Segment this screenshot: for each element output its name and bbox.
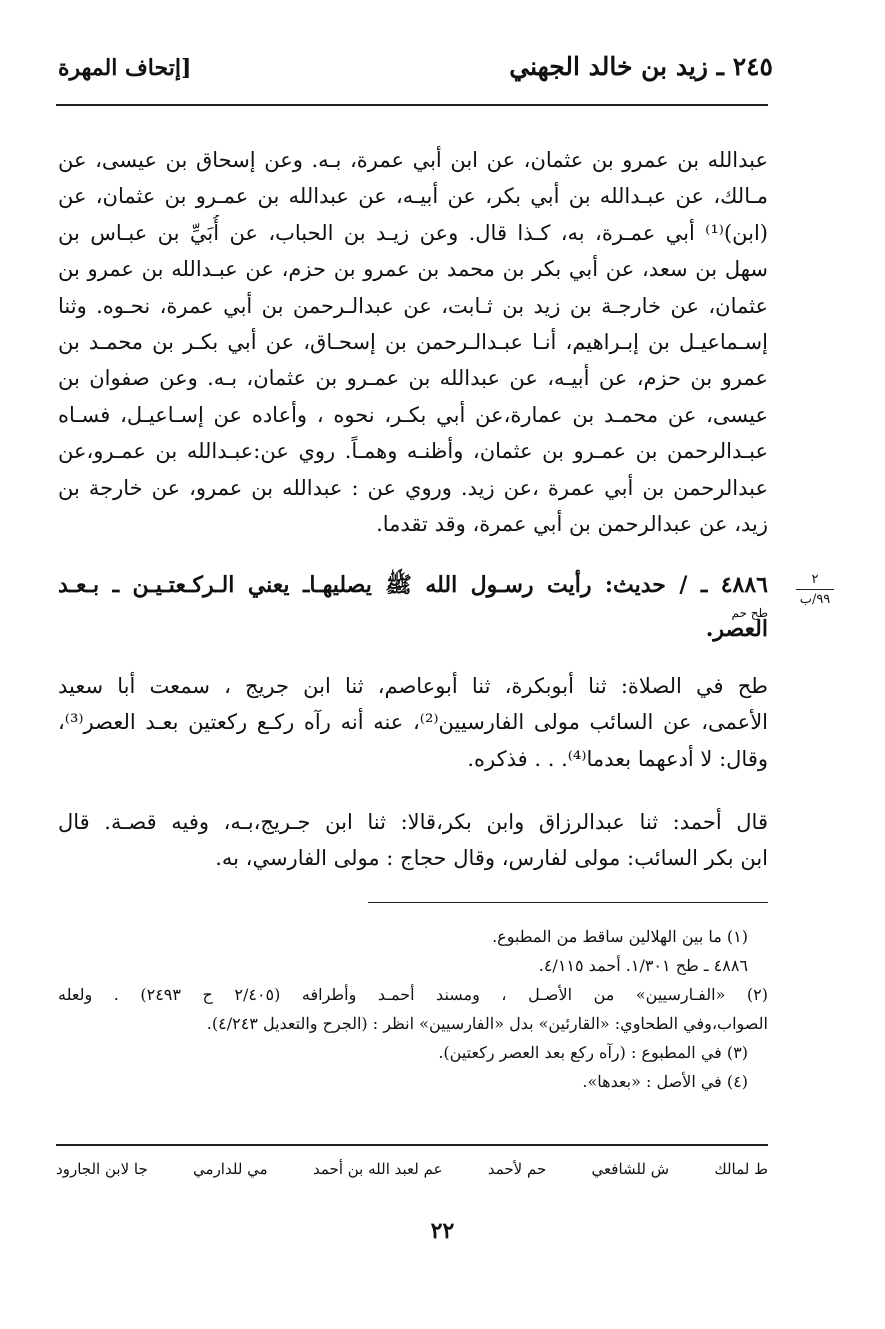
text-line: عيسى، عن محمـد بن عمارة،عن أبي بكـر، نحوه ، وأعاده عن إسـاعيـل، فسـاه	[58, 402, 768, 427]
text-line: (ابن)⁽¹⁾ أبي عمـرة، به، كـذا قال. وعن زيـد بن الحباب، عن أُبَيِّ بن عبـاس بن	[58, 220, 768, 245]
paragraph-isnad	[58, 142, 768, 542]
hadith-heading-line: ٤٨٨٦ ـ / حديث: رأيت رسـول الله ﷺ يصليهـاـ يعني الـركـعتـيـن ـ بـعـد	[58, 572, 768, 598]
footnote: (١) ما بين الهلالين ساقط من المطبوع.	[492, 927, 748, 946]
footnote: (٤) في الأصل : «بعدها».	[582, 1072, 748, 1091]
page-number: ٢٢	[430, 1218, 455, 1244]
book-title: [إتحاف المهرة	[58, 55, 192, 81]
legend-item: مي للدارمي	[193, 1160, 268, 1178]
footnotes	[58, 922, 768, 1096]
text-line: وقال: لا أدعهما بعدما⁽⁴⁾. . . فذكره.	[467, 746, 768, 771]
footnote: (٢) «الفـارسيين» من الأصـل ، ومسند أحمـد وأطرافه (٢/٤٠٥ ح ٢٤٩٣) . ولعله	[58, 985, 768, 1004]
hadith-heading-line: العصر.	[705, 616, 768, 642]
text-line: ابن بكر السائب: مولى لفارس، وقال حجاج : مولى الفارسي، به.	[215, 846, 768, 871]
text-line: طح في الصلاة: ثنا أبوبكرة، ثنا أبوعاصم، ثنا ابن جريج ، سمعت أبا سعيد	[58, 674, 768, 698]
folio-divider	[796, 589, 834, 590]
header-divider	[56, 104, 768, 106]
footnote: الصواب،وفي الطحاوي: «القارئين» بدل «الفارسيين» انظر : (الجرح والتعديل ٤/٢٤٣).	[206, 1014, 768, 1033]
hadith-heading	[58, 567, 768, 647]
text-line: زيد، عن عبدالرحمن بن أبي عمرة، وقد تقدما.	[376, 512, 768, 537]
footnote: ٤٨٨٦ ـ طح ١/٣٠١. أحمد ٤/١١٥.	[538, 956, 748, 975]
entry-title: ٢٤٥ ـ زيد بن خالد الجهني	[509, 52, 773, 81]
footnote-divider	[368, 902, 768, 903]
paragraph-tahawi	[58, 668, 768, 777]
text-line: عبدالرحمن بن أبي عمرة ،عن زيد. وروي عن : عبدالله بن عمرو، عن خارجة بن	[58, 475, 768, 500]
folio-marker: ٢	[811, 572, 819, 587]
text-line: قال أحمد: ثنا عبدالرزاق وابن بكر،قالا: ثنا ابن جـريج،بـه، وفيه قصـة. قال	[58, 810, 768, 834]
text-line: الأعمى، عن السائب مولى الفارسيين⁽²⁾، عنه أنه رآه ركـع ركعتين بعـد العصر⁽³⁾،	[58, 710, 768, 735]
text-line: عثمان، عن خارجـة بن زيد بن ثـابت، عن عبدالـرحمن بن أبي عمرة، نحـوه. وثنا	[58, 293, 768, 318]
text-line: عبـدالرحمن بن عمـرو بن عثمان، وأظنـه وهمـاً. روي عن:عبـدالله بن عمـرو،عن	[58, 439, 768, 464]
legend-item: حم لأحمد	[487, 1160, 547, 1178]
text-line: عمرو بن حزم، عن أبيـه، عن عبدالله بن عمـرو بن عثمان، بـه. وعن صفوان بن	[58, 366, 768, 391]
abbreviation-legend	[56, 1160, 768, 1178]
hadith-sigla: طح حم	[731, 606, 768, 620]
paragraph-ahmad	[58, 804, 768, 877]
legend-item: ش للشافعي	[591, 1160, 670, 1178]
legend-item: ط لمالك	[714, 1160, 768, 1178]
folio-reference: ٩٩/ب	[799, 592, 831, 607]
text-line: إسـماعيـل بن إبـراهيم، أنـا عبـدالـرحمن بن إسحـاق، عن أبي بكـر بن محمـد بن	[58, 330, 768, 355]
footnote: (٣) في المطبوع : (رآه ركع بعد العصر ركعتين).	[438, 1043, 748, 1062]
manuscript-folio-note	[790, 572, 840, 607]
text-line: عبدالله بن عمرو بن عثمان، عن ابن أبي عمرة، بـه. وعن إسحاق بن عيسى، عن	[58, 148, 768, 172]
legend-item: عم لعبد الله بن أحمد	[313, 1160, 443, 1178]
legend-divider	[56, 1144, 768, 1146]
text-line: مـالك، عن عبـدالله بن أبي بكر، عن أبيـه، عن عبدالله بن عمـرو بن عثمان، عن	[58, 184, 768, 209]
text-line: سهل بن سعد، عن أبي بكر بن محمد بن عمرو بن حزم، عن عبـدالله بن عمرو بن	[58, 257, 768, 282]
legend-item: جا لابن الجارود	[56, 1160, 148, 1178]
